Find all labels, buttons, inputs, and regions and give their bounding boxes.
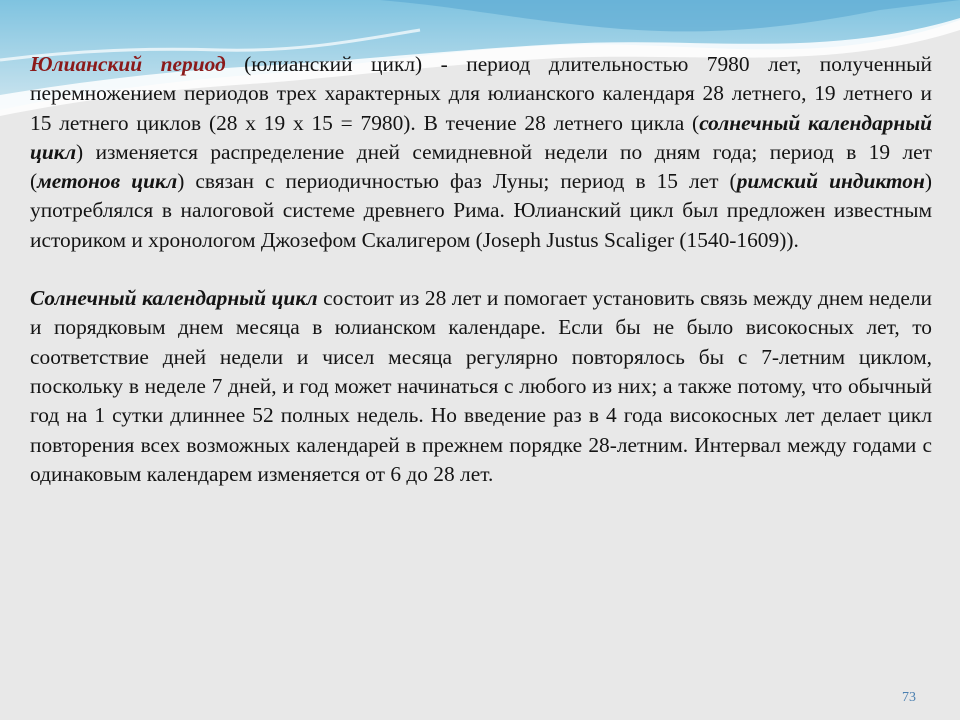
- term-metonic-cycle: метонов цикл: [37, 169, 178, 194]
- term-solar-cycle: солнечный календарный цикл: [30, 110, 932, 164]
- term-solar-calendar-cycle: Солнечный календарный цикл: [30, 286, 318, 311]
- paragraph-text: ) употреблялся в налоговой системе древнего Рима. Юлианский цикл был предложен известным историком и хронологом Джозефом Скалигером (Joseph Justus Scaliger (1540-1609)).: [30, 169, 932, 252]
- term-julian-period: Юлианский период: [30, 52, 226, 76]
- slide-body: [30, 50, 932, 489]
- paragraph-solar-cycle: [30, 284, 932, 489]
- paragraph-text: ) связан с периодичностью фаз Луны; период в 15 лет (: [177, 169, 737, 194]
- paragraph-text: (юлианский цикл) - период длительностью 7980 лет, полученный перемножением периодов трех характерных для юлианского календаря 28 летнего, 19 летнего и 15 летнего циклов (28 x 19 x 15 = 7980). В течение 28 летнего цикла (: [30, 52, 932, 135]
- page-number: 73: [902, 690, 916, 705]
- term-roman-indiction: римский индиктон: [736, 169, 925, 194]
- paragraph-text: ) изменяется распределение дней семидневной недели по дням года; период в 19 лет (: [30, 139, 932, 194]
- paragraph-julian-period: [30, 50, 932, 255]
- paragraph-text: состоит из 28 лет и помогает установить связь между днем недели и порядковым днем месяца в юлианском календаре. Если бы не было високосных лет, то соответствие дней недели и чисел месяца регулярно повторялось бы с 7-летним циклом, поскольку в неделе 7 дней, и год может начинаться с любого из них; а также потому, что обычный год на 1 сутки длиннее 52 полных недель. Но введение раз в 4 года високосных лет делает цикл повторения всех возможных календарей в прежнем порядке 28-летним. Интервал между годами с одинаковым календарем изменяется от 6 до 28 лет.: [30, 286, 932, 486]
